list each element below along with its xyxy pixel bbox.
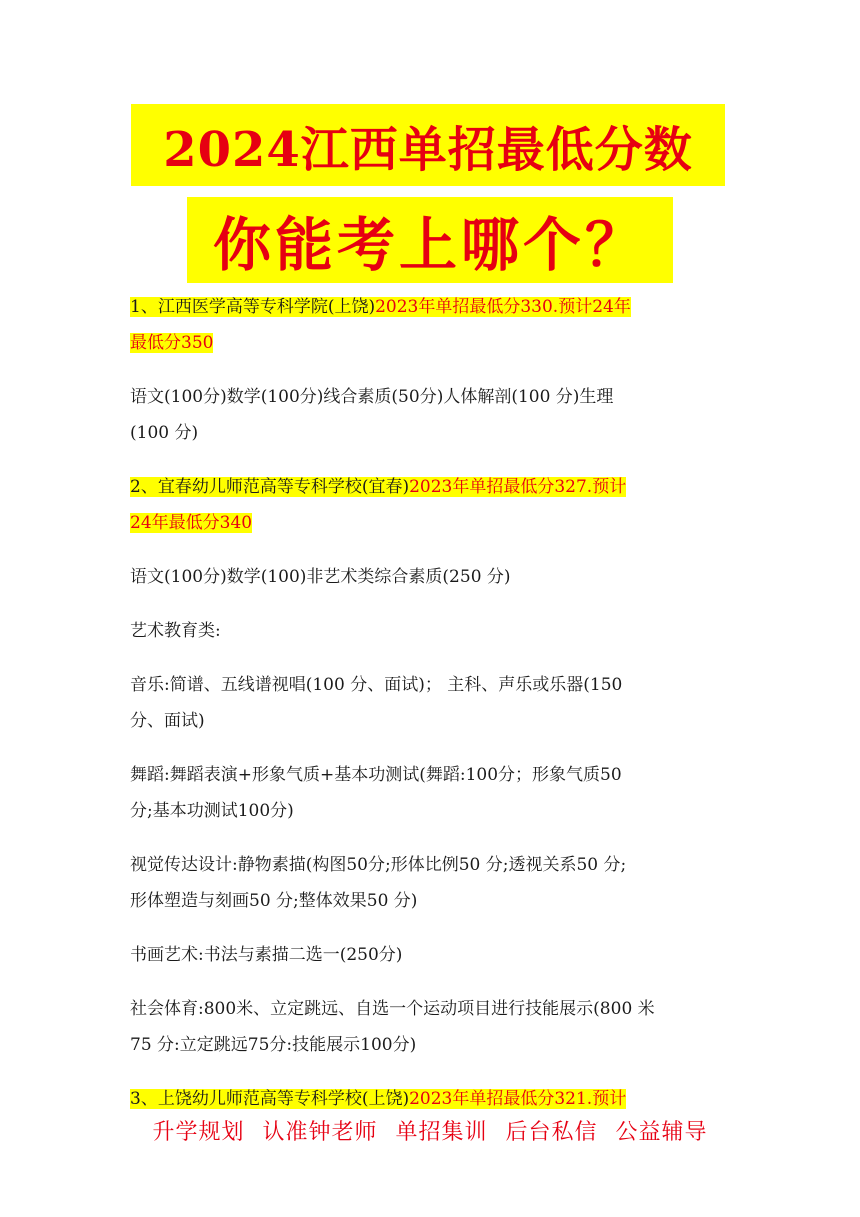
school-3-score: 2023年单招最低分321.预计 — [409, 1089, 627, 1109]
school-1-heading — [130, 289, 734, 325]
school-2-subjects: 语文(100分)数学(100)非艺术类综合素质(250 分) — [130, 567, 511, 587]
footer-item: 单招集训 — [395, 1120, 488, 1145]
sports-requirements: 社会体育:800米、立定跳远、自选一个运动项目进行技能展示(800 米 — [130, 999, 655, 1019]
school-2-score: 2023年单招最低分327.预计 — [409, 477, 627, 497]
music-requirements-cont: 分、面试) — [130, 711, 205, 731]
promo-footer — [0, 1115, 860, 1146]
art-category-heading: 艺术教育类: — [130, 621, 221, 641]
dance-requirements: 舞蹈:舞蹈表演+形象气质+基本功测试(舞蹈:100分；形象气质50 — [130, 765, 622, 785]
school-list — [130, 289, 734, 1117]
page-title: 2024江西单招最低分数 — [131, 104, 725, 186]
footer-item: 认准钟老师 — [262, 1120, 378, 1145]
calligraphy-requirements: 书画艺术:书法与素描二选一(250分) — [130, 945, 403, 965]
school-1-heading-cont — [130, 325, 734, 361]
school-2-forecast: 24年最低分340 — [130, 513, 253, 533]
footer-item: 公益辅导 — [615, 1120, 708, 1145]
design-requirements: 视觉传达设计:静物素描(构图50分;形体比例50 分;透视关系50 分; — [130, 855, 627, 875]
school-1-forecast: 最低分350 — [130, 333, 214, 353]
school-3-heading — [130, 1081, 734, 1117]
footer-item: 后台私信 — [505, 1120, 598, 1145]
footer-item: 升学规划 — [152, 1120, 245, 1145]
school-1-subjects: 语文(100分)数学(100分)线合素质(50分)人体解剖(100 分)生理 — [130, 387, 614, 407]
school-1-score: 2023年单招最低分330.预计24年 — [375, 297, 631, 317]
school-2-name: 2、宜春幼儿师范高等专科学校(宜春) — [130, 477, 410, 497]
music-requirements: 音乐:简谱、五线谱视唱(100 分、面试)； 主科、声乐或乐器(150 — [130, 675, 623, 695]
dance-requirements-cont: 分;基本功测试100分) — [130, 801, 294, 821]
sports-requirements-cont: 75 分:立定跳远75分:技能展示100分) — [130, 1035, 417, 1055]
school-3-name: 3、上饶幼儿师范高等专科学校(上饶) — [130, 1089, 410, 1109]
school-2-heading-cont — [130, 505, 734, 541]
design-requirements-cont: 形体塑造与刻画50 分;整体效果50 分) — [130, 891, 418, 911]
page-subtitle: 你能考上哪个？ — [187, 197, 673, 283]
school-1-subjects-cont: (100 分) — [130, 423, 199, 443]
school-2-heading — [130, 469, 734, 505]
school-1-name: 1、江西医学高等专科学院(上饶) — [130, 297, 376, 317]
